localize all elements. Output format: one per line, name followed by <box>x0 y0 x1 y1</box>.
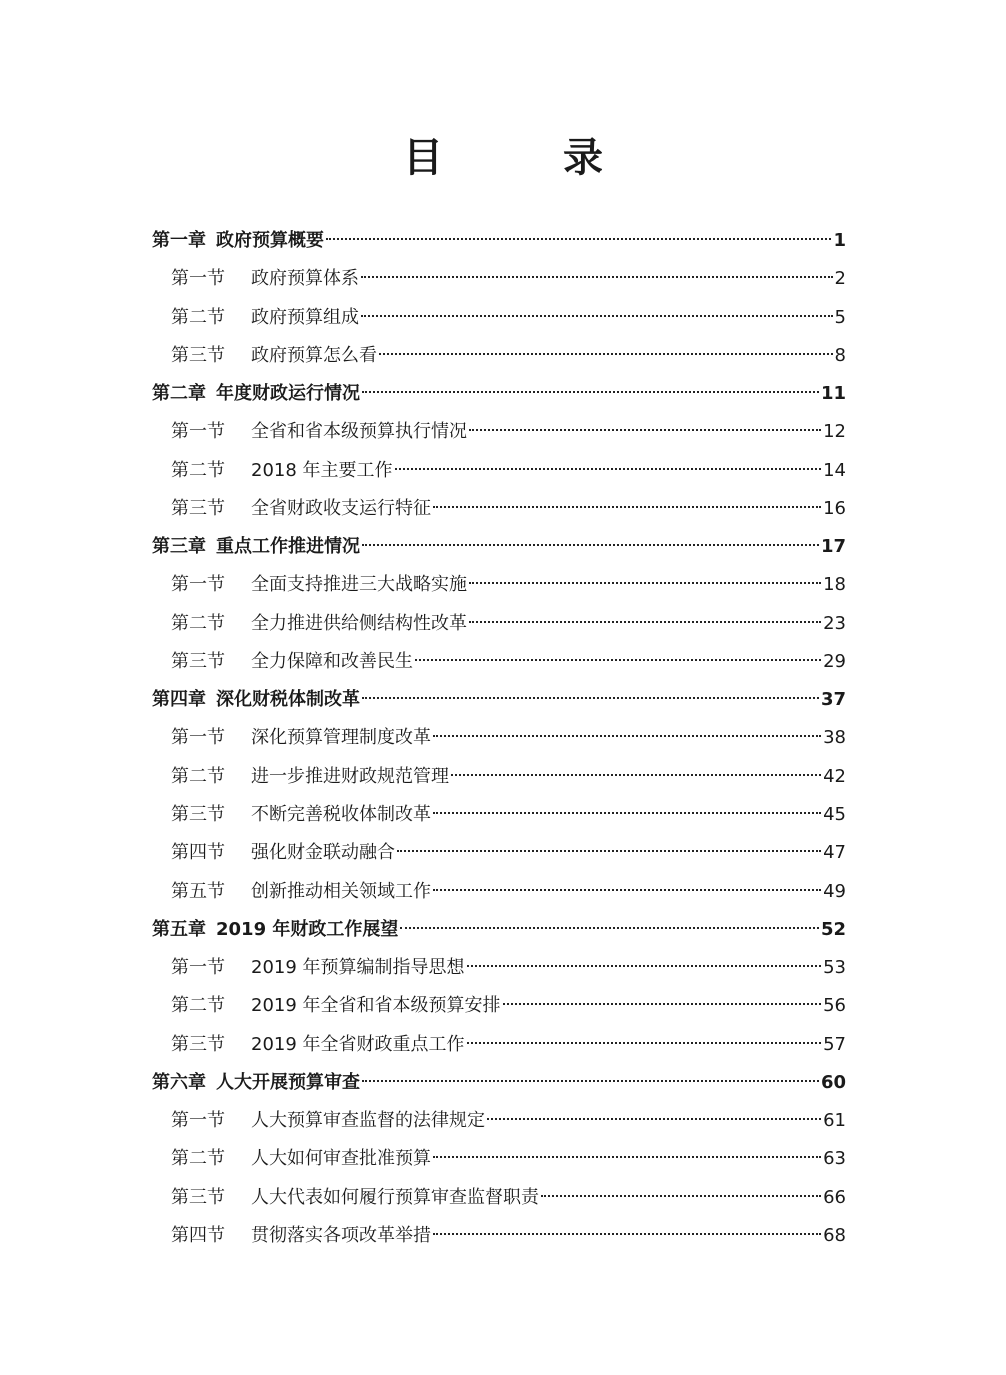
section-label: 第一节 <box>171 957 225 979</box>
section-label: 第二节 <box>171 995 225 1017</box>
dot-leader <box>433 1156 821 1158</box>
section-label: 第一节 <box>171 574 225 596</box>
toc-section-4-5[interactable] <box>152 873 846 911</box>
chapter-label: 第六章 <box>152 1071 206 1093</box>
section-title: 强化财金联动融合 <box>251 842 395 864</box>
section-label: 第三节 <box>171 803 225 825</box>
toc-section-4-4[interactable] <box>152 834 846 872</box>
toc-section-2-2[interactable] <box>152 452 846 490</box>
section-title: 人大如何审查批准预算 <box>251 1148 431 1170</box>
dot-leader <box>397 850 821 852</box>
chapter-label: 第二章 <box>152 383 206 405</box>
chapter-title: 2019 年财政工作展望 <box>216 918 399 940</box>
dot-leader <box>326 238 831 240</box>
dot-leader <box>469 582 821 584</box>
section-label: 第三节 <box>171 650 225 672</box>
dot-leader <box>467 965 822 967</box>
toc-section-2-3[interactable] <box>152 490 846 528</box>
section-title: 人大预算审查监督的法律规定 <box>251 1110 485 1132</box>
page-number: 60 <box>820 1071 846 1093</box>
section-title: 人大代表如何履行预算审查监督职责 <box>251 1186 539 1208</box>
chapter-label: 第四章 <box>152 689 206 711</box>
section-title: 政府预算怎么看 <box>251 344 377 366</box>
page-number: 47 <box>823 842 846 864</box>
page-number: 53 <box>823 957 846 979</box>
dot-leader <box>362 1080 819 1082</box>
page-number: 23 <box>823 612 846 634</box>
toc-section-4-3[interactable] <box>152 796 846 834</box>
page-number: 14 <box>823 459 846 481</box>
chapter-title: 重点工作推进情况 <box>216 536 360 558</box>
section-title: 进一步推进财政规范管理 <box>251 765 449 787</box>
dot-leader <box>433 889 821 891</box>
page-number: 56 <box>823 995 846 1017</box>
toc-section-5-1[interactable] <box>152 949 846 987</box>
page-title: 目 录 <box>403 135 643 181</box>
dot-leader <box>541 1195 821 1197</box>
toc-chapter-4[interactable] <box>152 681 846 719</box>
toc-section-5-2[interactable] <box>152 987 846 1025</box>
chapter-title: 年度财政运行情况 <box>216 383 360 405</box>
page-number: 18 <box>823 574 846 596</box>
page-number: 61 <box>823 1110 846 1132</box>
page-number: 2 <box>834 268 846 290</box>
dot-leader <box>433 1233 821 1235</box>
toc-chapter-6[interactable] <box>152 1064 846 1102</box>
dot-leader <box>361 276 833 278</box>
toc-section-1-3[interactable] <box>152 337 846 375</box>
section-title: 深化预算管理制度改革 <box>251 727 431 749</box>
toc-section-4-1[interactable] <box>152 719 846 757</box>
section-title: 全省财政收支运行特征 <box>251 497 431 519</box>
toc-chapter-2[interactable] <box>152 375 846 413</box>
section-title: 创新推动相关领域工作 <box>251 880 431 902</box>
dot-leader <box>379 353 833 355</box>
dot-leader <box>467 1042 822 1044</box>
dot-leader <box>361 315 833 317</box>
section-title: 全力推进供给侧结构性改革 <box>251 612 467 634</box>
section-title: 政府预算组成 <box>251 306 359 328</box>
page-number: 52 <box>820 918 846 940</box>
section-title: 全力保障和改善民生 <box>251 650 413 672</box>
section-title: 2019 年全省和省本级预算安排 <box>251 995 501 1017</box>
page-number: 49 <box>823 880 846 902</box>
dot-leader <box>503 1003 822 1005</box>
toc-section-1-2[interactable] <box>152 299 846 337</box>
page-number: 1 <box>833 230 846 251</box>
toc-section-6-1[interactable] <box>152 1102 846 1140</box>
section-label: 第二节 <box>171 459 225 481</box>
dot-leader <box>362 697 819 699</box>
dot-leader <box>415 659 821 661</box>
table-of-contents <box>152 222 846 1255</box>
section-label: 第二节 <box>171 765 225 787</box>
section-label: 第五节 <box>171 880 225 902</box>
section-label: 第一节 <box>171 727 225 749</box>
section-label: 第三节 <box>171 1033 225 1055</box>
section-label: 第四节 <box>171 842 225 864</box>
page-number: 37 <box>820 689 846 711</box>
toc-section-3-3[interactable] <box>152 643 846 681</box>
dot-leader <box>469 429 821 431</box>
toc-chapter-3[interactable] <box>152 528 846 566</box>
section-title: 2019 年预算编制指导思想 <box>251 957 465 979</box>
page-number: 68 <box>823 1224 846 1246</box>
toc-section-1-1[interactable] <box>152 260 846 298</box>
page-number: 16 <box>823 497 846 519</box>
toc-section-6-4[interactable] <box>152 1217 846 1255</box>
page-number: 8 <box>834 344 846 366</box>
section-title: 贯彻落实各项改革举措 <box>251 1224 431 1246</box>
dot-leader <box>362 544 819 546</box>
section-title: 全面支持推进三大战略实施 <box>251 574 467 596</box>
chapter-label: 第五章 <box>152 918 206 940</box>
page-number: 66 <box>823 1186 846 1208</box>
chapter-title: 人大开展预算审查 <box>216 1071 360 1093</box>
section-title: 不断完善税收体制改革 <box>251 803 431 825</box>
section-label: 第三节 <box>171 497 225 519</box>
chapter-title: 政府预算概要 <box>216 230 324 251</box>
section-title: 2018 年主要工作 <box>251 459 393 481</box>
chapter-label: 第一章 <box>152 230 206 251</box>
section-label: 第一节 <box>171 1110 225 1132</box>
toc-section-6-3[interactable] <box>152 1179 846 1217</box>
dot-leader <box>400 927 819 929</box>
dot-leader <box>395 468 822 470</box>
dot-leader <box>469 621 821 623</box>
page-number: 45 <box>823 803 846 825</box>
section-label: 第一节 <box>171 268 225 290</box>
section-label: 第三节 <box>171 1186 225 1208</box>
dot-leader <box>433 812 821 814</box>
page-number: 38 <box>823 727 846 749</box>
toc-section-6-2[interactable] <box>152 1140 846 1178</box>
chapter-label: 第三章 <box>152 536 206 558</box>
chapter-title: 深化财税体制改革 <box>216 689 360 711</box>
section-title: 全省和省本级预算执行情况 <box>251 421 467 443</box>
dot-leader <box>433 506 821 508</box>
toc-chapter-5[interactable] <box>152 911 846 949</box>
section-title: 2019 年全省财政重点工作 <box>251 1033 465 1055</box>
page-number: 42 <box>823 765 846 787</box>
dot-leader <box>487 1118 821 1120</box>
section-label: 第二节 <box>171 1148 225 1170</box>
toc-section-5-3[interactable] <box>152 1026 846 1064</box>
section-label: 第三节 <box>171 344 225 366</box>
toc-section-2-1[interactable] <box>152 413 846 451</box>
toc-chapter-1[interactable] <box>152 222 846 260</box>
page-number: 5 <box>834 306 846 328</box>
dot-leader <box>451 774 821 776</box>
section-label: 第四节 <box>171 1224 225 1246</box>
toc-section-3-1[interactable] <box>152 566 846 604</box>
page-number: 29 <box>823 650 846 672</box>
page-number: 63 <box>823 1148 846 1170</box>
page-number: 11 <box>820 383 846 405</box>
section-title: 政府预算体系 <box>251 268 359 290</box>
dot-leader <box>433 735 821 737</box>
page-number: 12 <box>823 421 846 443</box>
dot-leader <box>362 391 819 393</box>
section-label: 第二节 <box>171 612 225 634</box>
section-label: 第一节 <box>171 421 225 443</box>
section-label: 第二节 <box>171 306 225 328</box>
toc-section-3-2[interactable] <box>152 605 846 643</box>
page-number: 57 <box>823 1033 846 1055</box>
page-number: 17 <box>820 536 846 558</box>
toc-section-4-2[interactable] <box>152 758 846 796</box>
